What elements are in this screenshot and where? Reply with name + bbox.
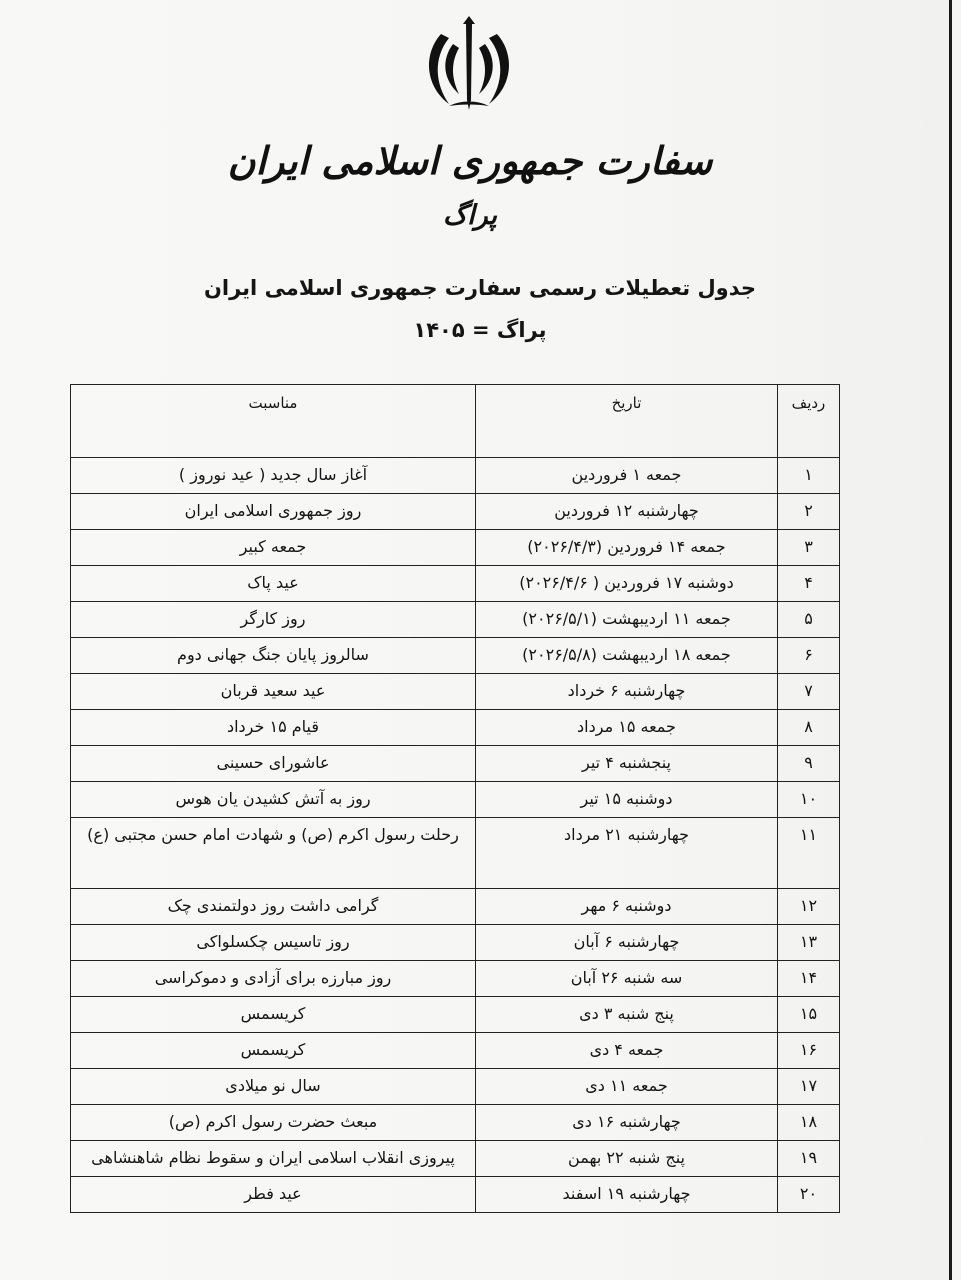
document-subtitle: پراگ = ۱۴۰۵ <box>413 318 547 342</box>
row-date: چهارشنبه ۲۱ مرداد <box>476 818 778 889</box>
row-occasion: روز مبارزه برای آزادی و دموکراسی <box>71 961 476 997</box>
row-number: ۱۶ <box>778 1033 840 1069</box>
row-occasion: عاشورای حسینی <box>71 746 476 782</box>
row-number: ۱۱ <box>778 818 840 889</box>
table-row <box>71 1069 840 1105</box>
row-occasion: گرامی داشت روز دولتمندی چک <box>71 889 476 925</box>
table-row <box>71 710 840 746</box>
row-number: ۴ <box>778 566 840 602</box>
row-occasion: روز کارگر <box>71 602 476 638</box>
row-occasion: مبعث حضرت رسول اکرم (ص) <box>71 1105 476 1141</box>
row-number: ۱۷ <box>778 1069 840 1105</box>
table-row <box>71 602 840 638</box>
row-occasion: سال نو میلادی <box>71 1069 476 1105</box>
row-date: چهارشنبه ۶ خرداد <box>476 674 778 710</box>
row-date: چهارشنبه ۱۲ فروردین <box>476 494 778 530</box>
table-header-row <box>71 385 840 458</box>
row-number: ۳ <box>778 530 840 566</box>
row-number: ۲۰ <box>778 1177 840 1213</box>
row-date: دوشنبه ۱۵ تیر <box>476 782 778 818</box>
row-occasion: روز جمهوری اسلامی ایران <box>71 494 476 530</box>
row-number: ۶ <box>778 638 840 674</box>
table-row <box>71 997 840 1033</box>
row-number: ۱۳ <box>778 925 840 961</box>
row-date: جمعه ۱۸ اردیبهشت (۲۰۲۶/۵/۸) <box>476 638 778 674</box>
row-number: ۱۵ <box>778 997 840 1033</box>
table-row <box>71 889 840 925</box>
row-occasion: جمعه کبیر <box>71 530 476 566</box>
embassy-city: پراگ <box>442 200 498 231</box>
row-number: ۱۴ <box>778 961 840 997</box>
header-row-number: ردیف <box>778 385 840 458</box>
table-row <box>71 782 840 818</box>
row-date: جمعه ۴ دی <box>476 1033 778 1069</box>
table-row <box>71 566 840 602</box>
row-date: پنج شنبه ۲۲ بهمن <box>476 1141 778 1177</box>
row-occasion: سالروز پایان جنگ جهانی دوم <box>71 638 476 674</box>
row-number: ۱۰ <box>778 782 840 818</box>
row-number: ۱۲ <box>778 889 840 925</box>
table-row <box>71 961 840 997</box>
row-number: ۱۸ <box>778 1105 840 1141</box>
row-number: ۱ <box>778 458 840 494</box>
row-date: جمعه ۱۱ دی <box>476 1069 778 1105</box>
row-date: پنج شنبه ۳ دی <box>476 997 778 1033</box>
table-row <box>71 1033 840 1069</box>
row-occasion: عید فطر <box>71 1177 476 1213</box>
emblem-icon <box>419 14 519 116</box>
row-occasion: قیام ۱۵ خرداد <box>71 710 476 746</box>
row-number: ۱۹ <box>778 1141 840 1177</box>
row-occasion: روز تاسیس چکسلواکی <box>71 925 476 961</box>
row-date: جمعه ۱۴ فروردین (۲۰۲۶/۴/۳) <box>476 530 778 566</box>
row-occasion: عید سعید قربان <box>71 674 476 710</box>
table-row <box>71 674 840 710</box>
table-row <box>71 530 840 566</box>
document-title: جدول تعطیلات رسمی سفارت جمهوری اسلامی ایران <box>203 276 757 300</box>
table-row <box>71 1141 840 1177</box>
row-occasion: روز به آتش کشیدن یان هوس <box>71 782 476 818</box>
header-occasion: مناسبت <box>71 385 476 458</box>
row-number: ۷ <box>778 674 840 710</box>
row-occasion: پیروزی انقلاب اسلامی ایران و سقوط نظام شاهنشاهی <box>71 1141 476 1177</box>
row-date: چهارشنبه ۱۹ اسفند <box>476 1177 778 1213</box>
row-number: ۵ <box>778 602 840 638</box>
row-date: سه شنبه ۲۶ آبان <box>476 961 778 997</box>
table-row <box>71 818 840 889</box>
header-date: تاریخ <box>476 385 778 458</box>
table-row <box>71 494 840 530</box>
row-number: ۹ <box>778 746 840 782</box>
table-row <box>71 925 840 961</box>
table-row <box>71 458 840 494</box>
row-date: چهارشنبه ۱۶ دی <box>476 1105 778 1141</box>
row-date: جمعه ۱ فروردین <box>476 458 778 494</box>
row-date: جمعه ۱۱ اردیبهشت (۲۰۲۶/۵/۱) <box>476 602 778 638</box>
row-occasion: عید پاک <box>71 566 476 602</box>
row-occasion: رحلت رسول اکرم (ص) و شهادت امام حسن مجتبی (ع) <box>71 818 476 889</box>
table-row <box>71 638 840 674</box>
row-date: دوشنبه ۱۷ فروردین ( ۲۰۲۶/۴/۶) <box>476 566 778 602</box>
row-occasion: آغاز سال جدید ( عید نوروز ) <box>71 458 476 494</box>
row-date: پنجشنبه ۴ تیر <box>476 746 778 782</box>
row-number: ۲ <box>778 494 840 530</box>
row-occasion: کریسمس <box>71 997 476 1033</box>
table-row <box>71 1177 840 1213</box>
embassy-name: سفارت جمهوری اسلامی ایران <box>227 138 713 183</box>
row-date: چهارشنبه ۶ آبان <box>476 925 778 961</box>
row-occasion: کریسمس <box>71 1033 476 1069</box>
row-date: دوشنبه ۶ مهر <box>476 889 778 925</box>
row-date: جمعه ۱۵ مرداد <box>476 710 778 746</box>
table-row <box>71 746 840 782</box>
table-row <box>71 1105 840 1141</box>
holidays-table <box>70 384 840 1213</box>
row-number: ۸ <box>778 710 840 746</box>
